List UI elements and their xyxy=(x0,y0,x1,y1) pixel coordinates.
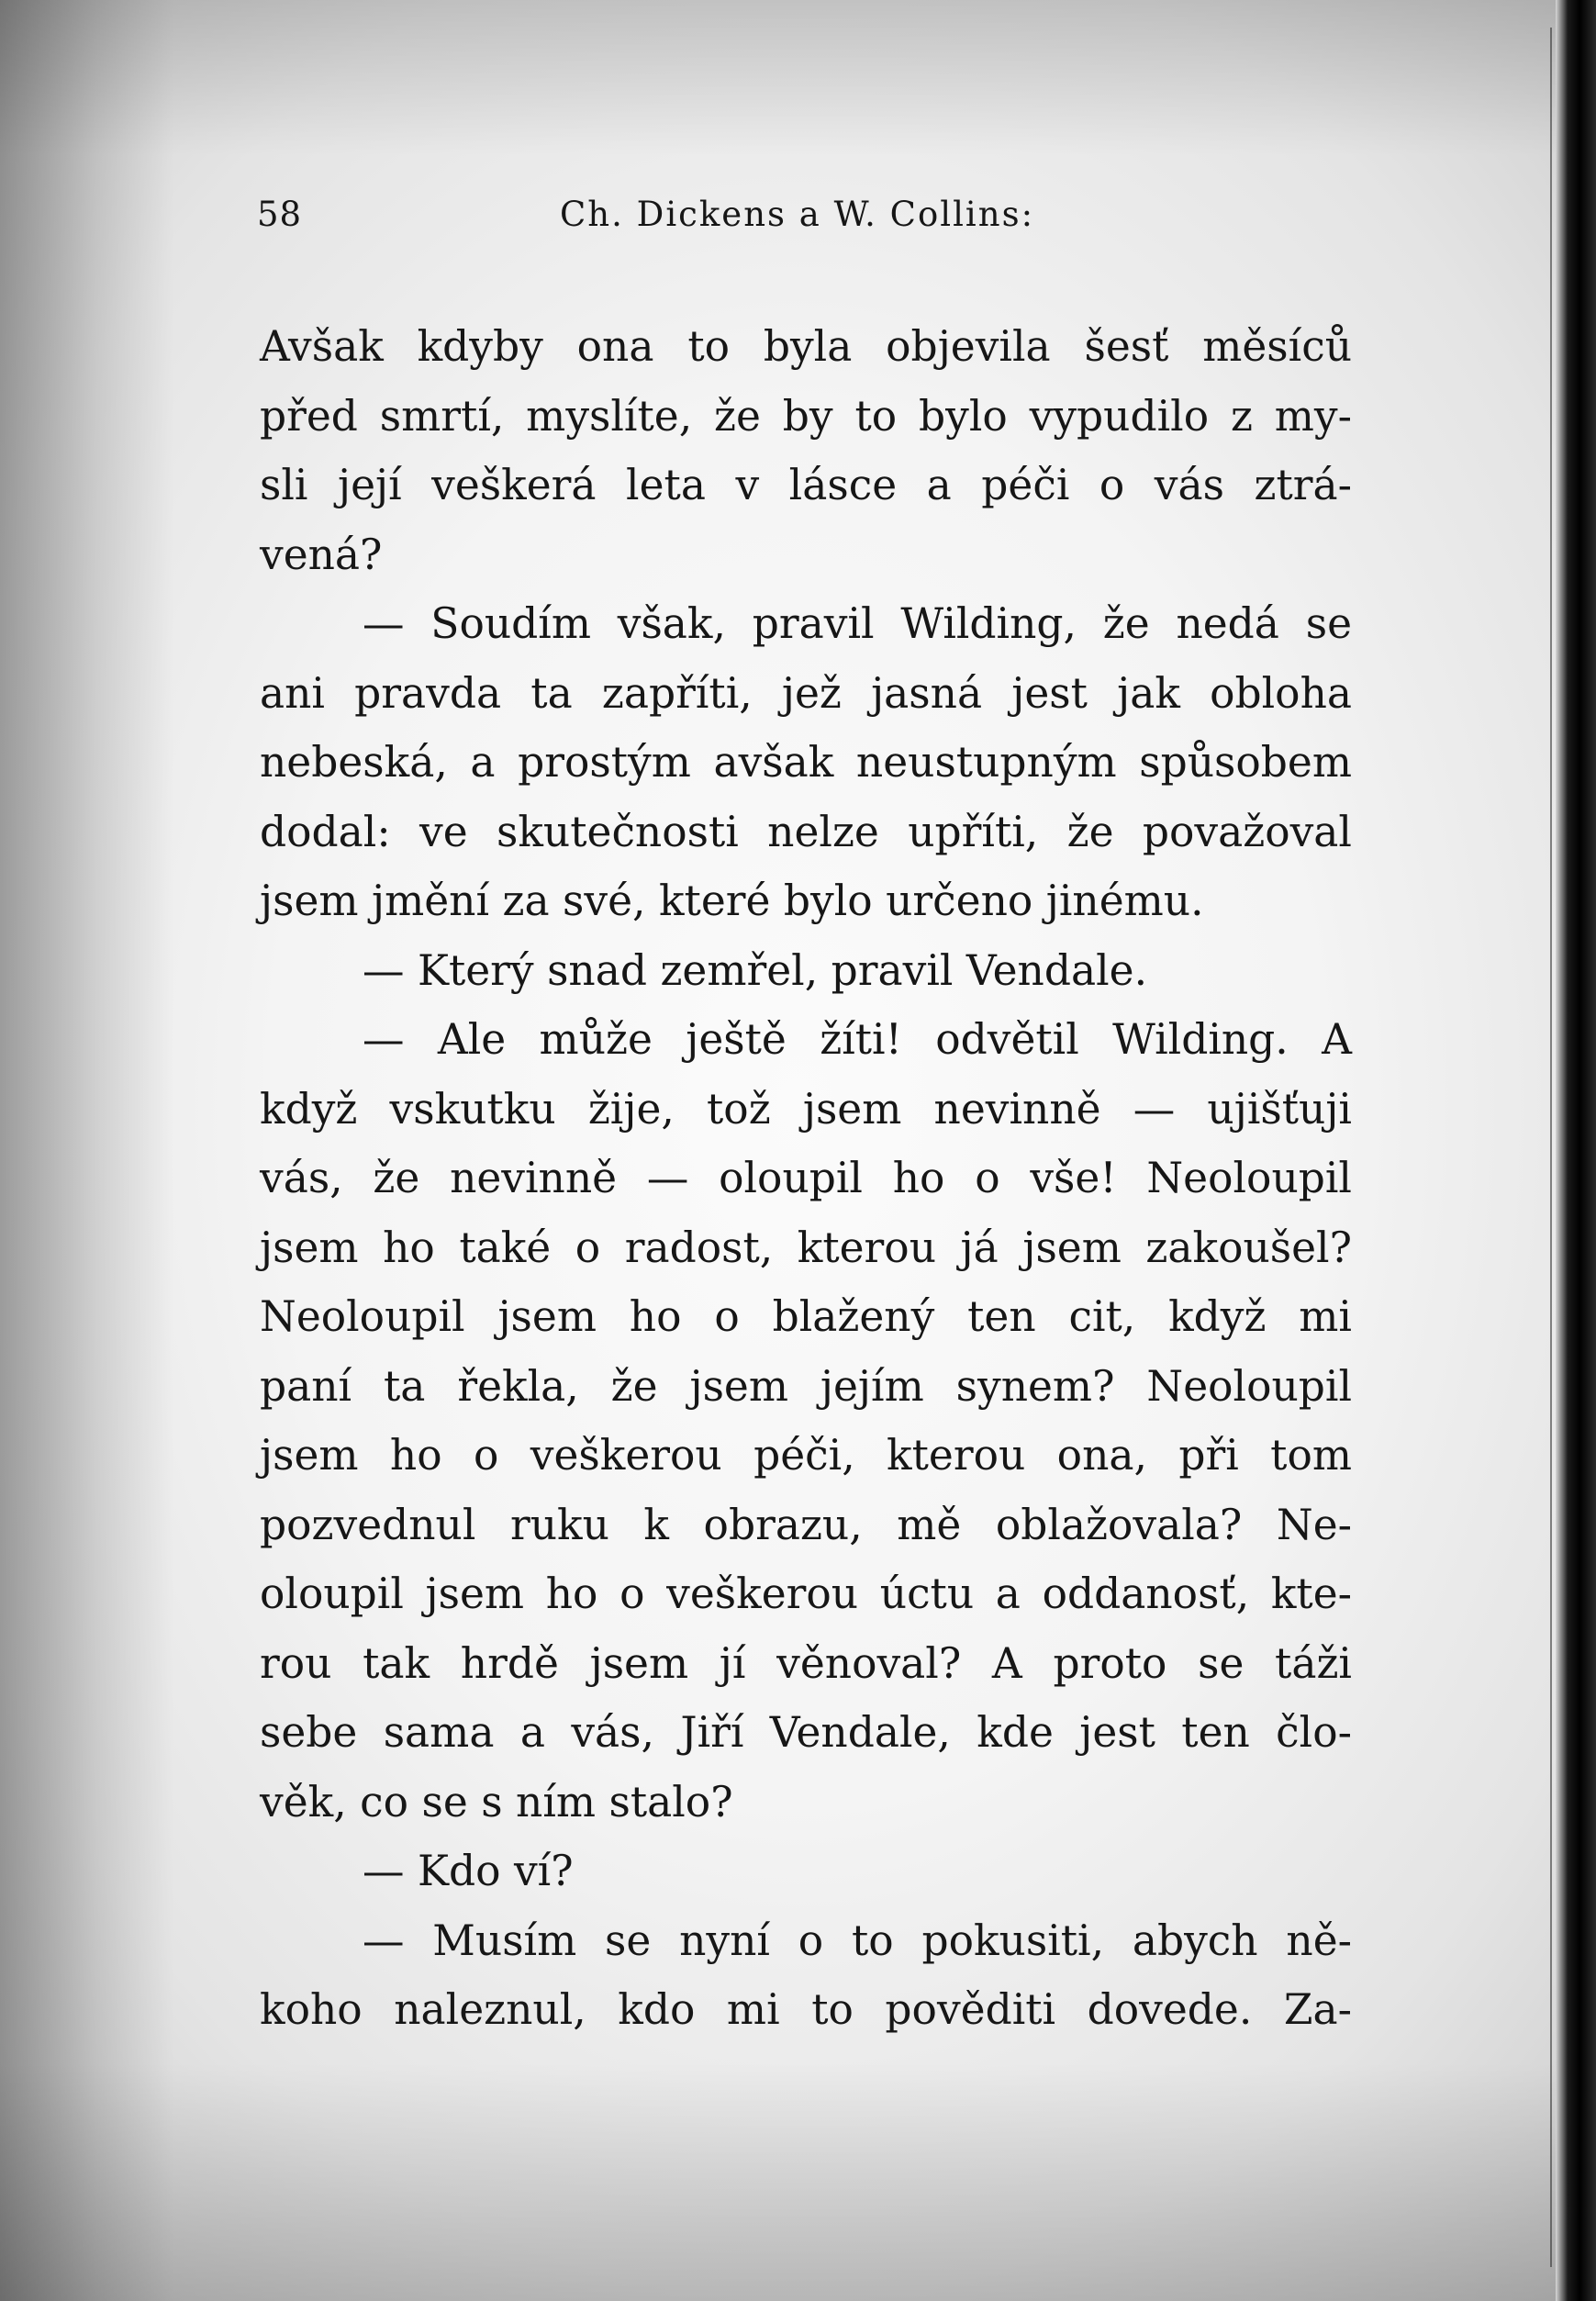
text-line: jsem ho také o radost, kterou já jsem zakoušel? xyxy=(260,1223,1352,1272)
text-line: Avšak kdyby ona to byla objevila šesť měsíců xyxy=(260,322,1352,371)
text-line: před smrtí, myslíte, že by to bylo vypudilo z my- xyxy=(260,391,1352,441)
text-line: — Kdo ví? xyxy=(363,1847,574,1895)
running-head xyxy=(257,195,1340,239)
page-number: 58 xyxy=(257,195,303,234)
page-shadow-bottom xyxy=(0,2062,1596,2301)
text-line: když vskutku žije, tož jsem nevinně — ujišťuji xyxy=(260,1084,1352,1134)
text-line: jsem ho o veškerou péči, kterou ona, při tom xyxy=(260,1431,1352,1480)
text-line: — Musím se nyní o to pokusiti, abych ně- xyxy=(363,1916,1352,1965)
text-line: — Soudím však, pravil Wilding, že nedá se xyxy=(363,599,1352,648)
text-line: — Ale může ještě žíti! odvětil Wilding. A xyxy=(363,1015,1352,1064)
body-text xyxy=(260,312,1352,2045)
text-line: vás, že nevinně — oloupil ho o vše! Neoloupil xyxy=(260,1154,1352,1202)
text-line: oloupil jsem ho o veškerou úctu a oddanosť, kte- xyxy=(260,1569,1352,1618)
text-line: sli její veškerá leta v lásce a péči o vás ztrá- xyxy=(260,461,1352,509)
text-line: nebeská, a prostým avšak neustupným spůsobem xyxy=(260,738,1352,787)
text-line: sebe sama a vás, Jiří Vendale, kde jest ten člo- xyxy=(260,1708,1352,1757)
text-line: Neoloupil jsem ho o blažený ten cit, když mi xyxy=(260,1292,1352,1341)
book-binding-edge xyxy=(1556,0,1596,2301)
text-line: — Který snad zemřel, pravil Vendale. xyxy=(363,945,1148,995)
text-line: věk, co se s ním stalo? xyxy=(260,1777,733,1826)
page-shadow-left xyxy=(0,0,174,2301)
text-line: rou tak hrdě jsem jí věnoval? A proto se táži xyxy=(260,1638,1352,1688)
header-title: Ch. Dickens a W. Collins: xyxy=(560,195,1035,234)
text-line: pozvednul ruku k obrazu, mě oblažovala? Ne- xyxy=(260,1500,1352,1549)
text-line: jsem jmění za své, které bylo určeno jinému. xyxy=(260,877,1204,925)
page-edge-line xyxy=(1550,28,1552,2267)
text-line: ani pravda ta zapříti, jež jasná jest jak obloha xyxy=(260,668,1352,718)
text-line: paní ta řekla, že jsem jejím synem? Neoloupil xyxy=(260,1361,1352,1411)
text-line: dodal: ve skutečnosti nelze upříti, že považoval xyxy=(260,807,1352,856)
text-line: koho naleznul, kdo mi to pověditi dovede. Za- xyxy=(260,1985,1352,2034)
page-shadow-top xyxy=(0,0,1596,156)
text-line: vená? xyxy=(260,530,383,579)
